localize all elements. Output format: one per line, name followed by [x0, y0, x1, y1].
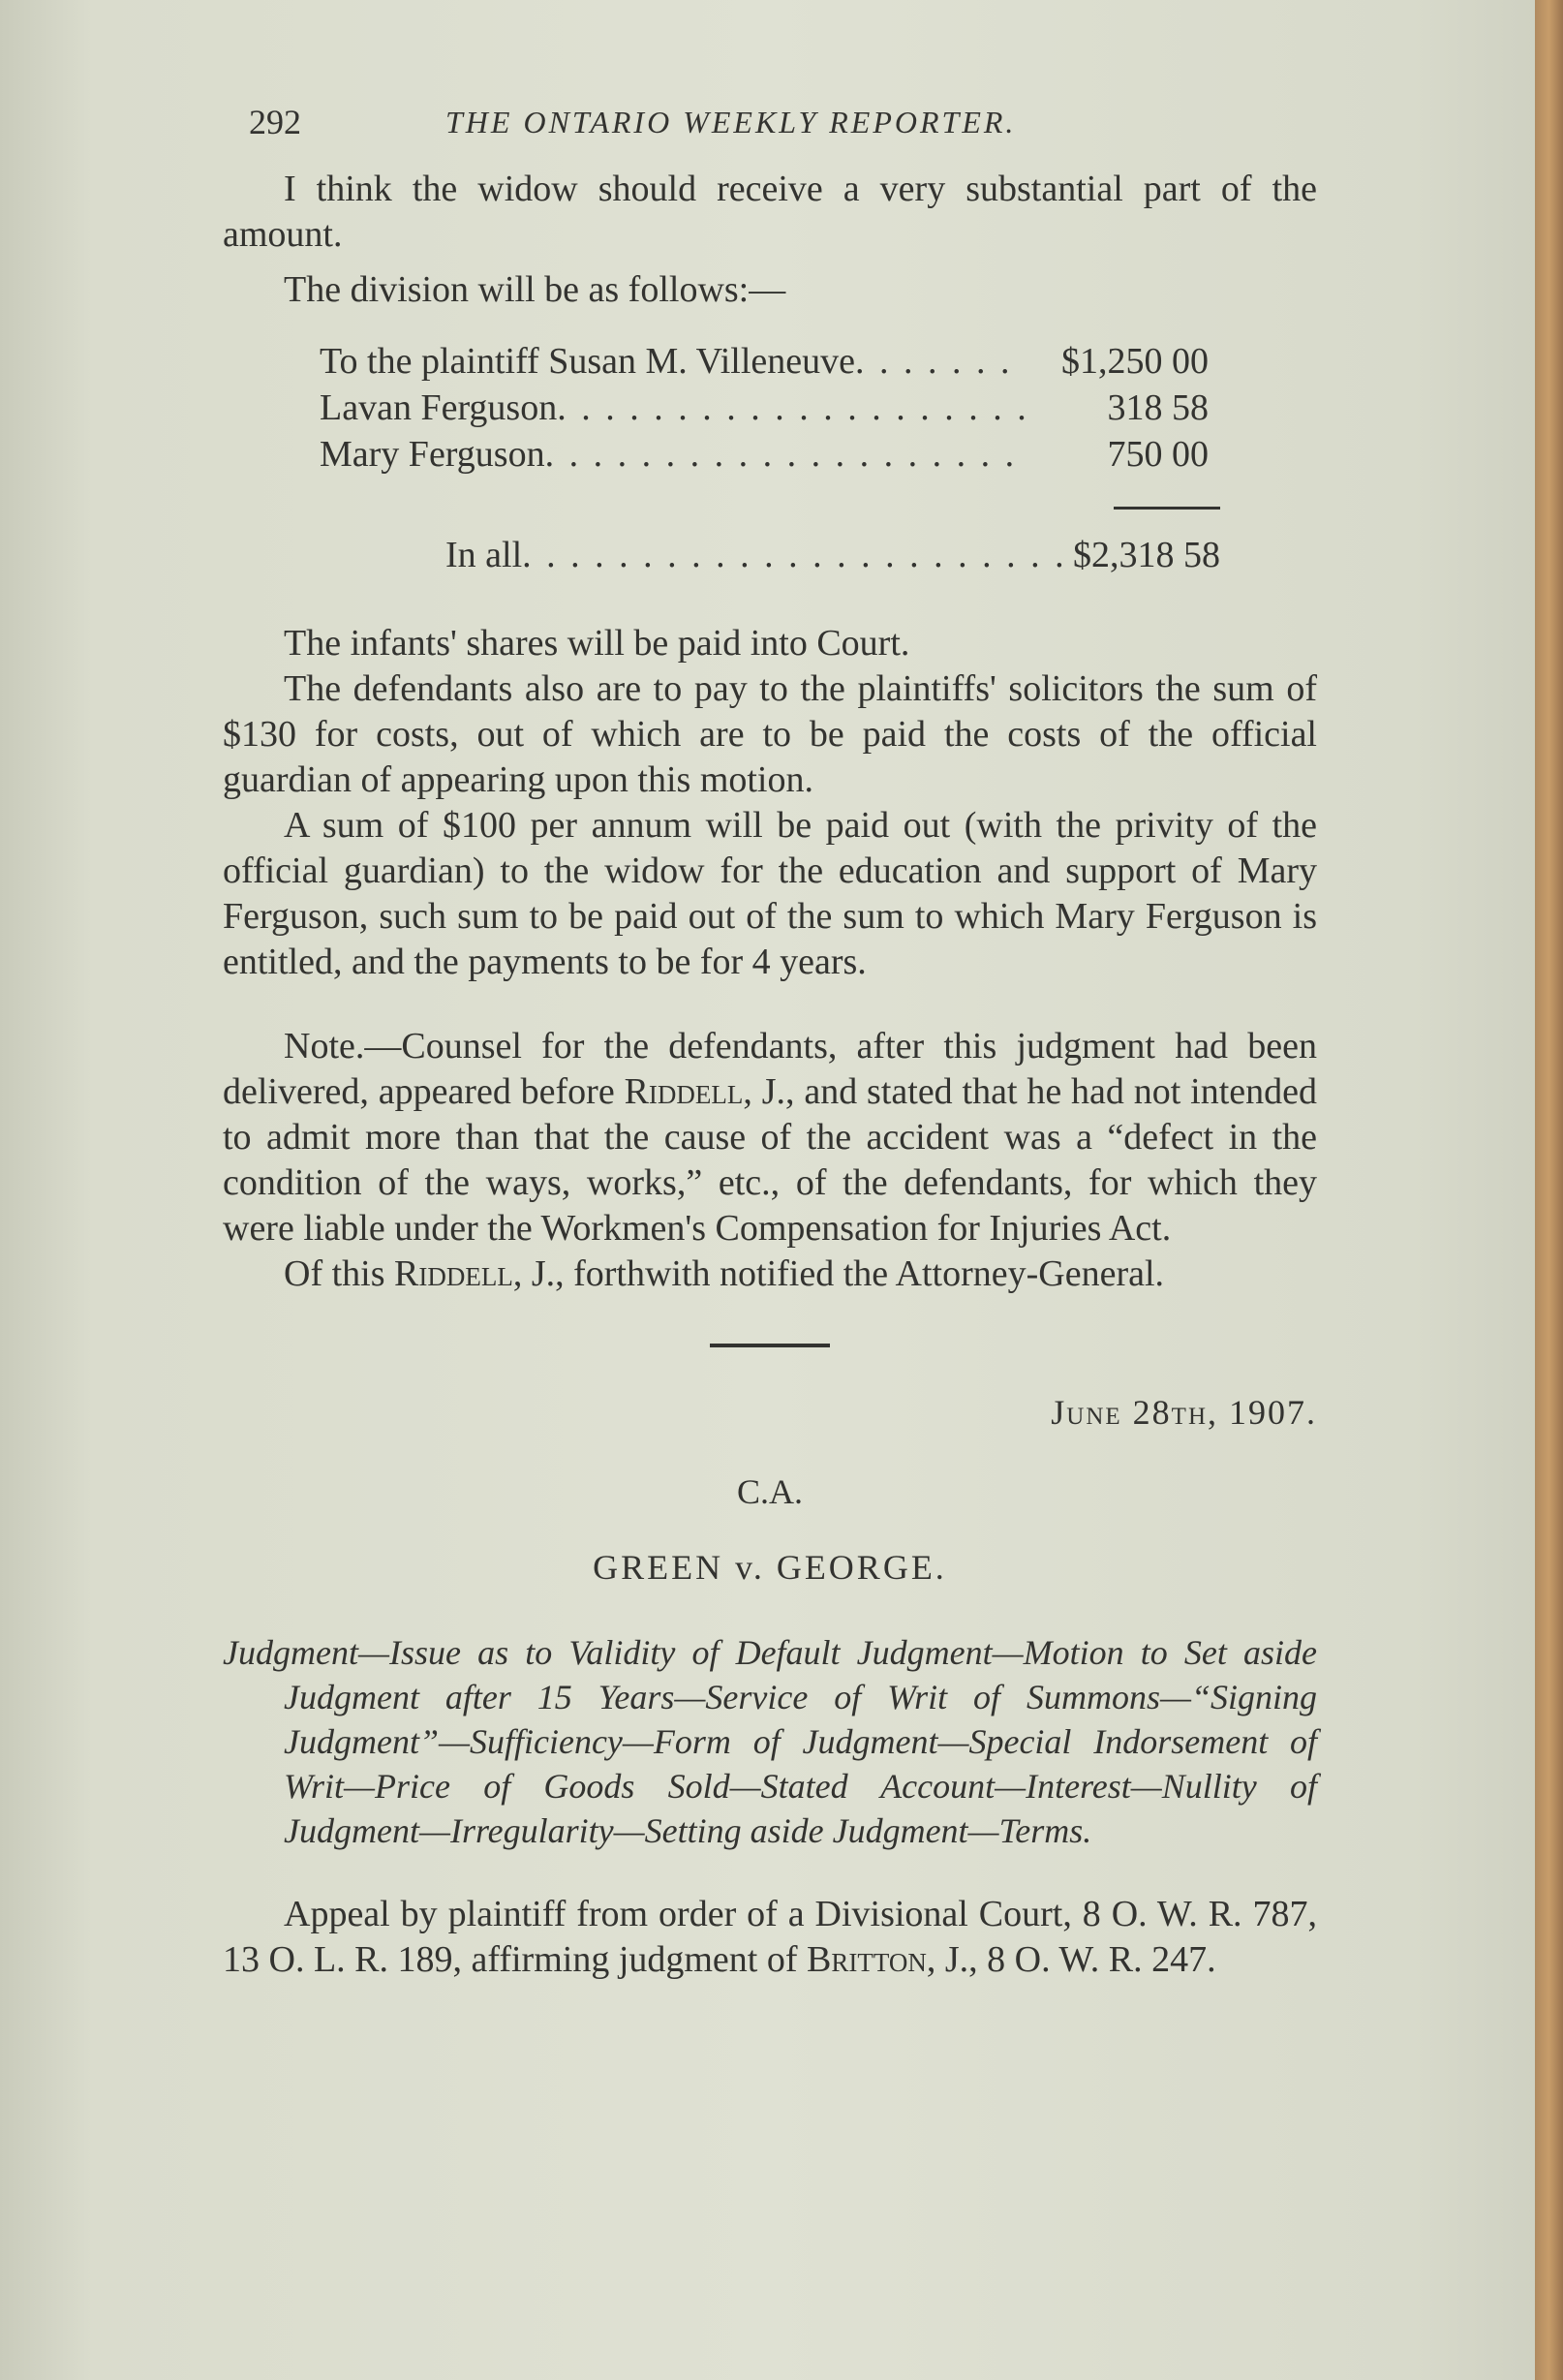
running-head: [223, 87, 1317, 145]
leader-dots: [522, 534, 1073, 580]
infants-shares-paragraph: The infants' shares will be paid into Court.: [284, 623, 910, 664]
total-row: [445, 534, 1220, 580]
page-number: 292: [249, 103, 301, 141]
payee-name: To the plaintiff Susan M. Villeneuve: [320, 341, 856, 382]
sum-rule: [1114, 507, 1220, 510]
notification-paragraph: [223, 1252, 1317, 1297]
note-text: , J., and stated that he had not intended to admit more than that the cause of the accident was a “defect in the condition of the ways, works,” etc., of the defendants, for which they were liable under the Workmen's Compensation for Injuries Act.: [223, 1071, 1318, 1249]
payee-amount: $1,250 00: [1061, 341, 1209, 382]
table-row: [320, 433, 1209, 479]
judge-name: Riddell: [394, 1253, 513, 1294]
case-title: GREEN v. GEORGE.: [593, 1548, 947, 1587]
payee-amount: 750 00: [1107, 434, 1209, 475]
section-divider: [710, 1344, 830, 1347]
appeal-paragraph: [223, 1892, 1317, 1983]
annuity-paragraph: A sum of $100 per annum will be paid out (with the privity of the official guardian) to the widow for the education and support of Mary Ferguson, such sum to be paid out of the sum to which Mary Ferguson is entitled, and the payments to be for 4 years.: [223, 805, 1317, 982]
widow-share-paragraph: I think the widow should receive a very substantial part of the amount.: [223, 169, 1317, 255]
leader-dots: [557, 386, 1025, 433]
payee-amount: 318 58: [1107, 387, 1209, 428]
table-row: [320, 386, 1209, 433]
division-intro: The division will be as follows:—: [284, 269, 786, 310]
payee-name: Mary Ferguson: [320, 434, 545, 475]
journal-title: THE ONTARIO WEEKLY REPORTER.: [445, 105, 1017, 139]
note-text: Of this: [284, 1253, 385, 1294]
case-date: June 28th, 1907.: [1051, 1393, 1317, 1432]
headnote: Judgment—Issue as to Validity of Default Judgment—Motion to Set aside Judgment after 15 Years—Service of Writ of Summons—“Signing Judgment”—Sufficiency—Form of Judgment—Special Indorsement of Writ—Price of Goods Sold—Stated Account—Interest—Nullity of Judgment—Irregularity—Setting aside Judgment—Terms.: [223, 1633, 1317, 1850]
total-amount: $2,318 58: [1073, 535, 1220, 575]
leader-dots: [855, 340, 1025, 386]
note-text: Note.—Counsel for the defendants, after this judgment had been delivered, appeared before: [223, 1026, 1317, 1112]
note-paragraph: [223, 1024, 1317, 1252]
judge-name: Riddell: [624, 1071, 744, 1112]
leader-dots: [545, 433, 1025, 479]
court-label: C.A.: [736, 1472, 803, 1511]
page-content: [223, 87, 1317, 1983]
note-text: , J., forthwith notified the Attorney-General.: [512, 1253, 1165, 1294]
total-label: In all: [445, 535, 523, 575]
division-table: [223, 340, 1317, 600]
book-spine-edge: [1535, 0, 1563, 2380]
costs-paragraph: The defendants also are to pay to the plaintiffs' solicitors the sum of $130 for costs, out of which are to be paid the costs of the official guardian of appearing upon this motion.: [223, 668, 1317, 800]
payee-name: Lavan Ferguson: [320, 387, 558, 428]
judge-name: Britton: [807, 1939, 927, 1980]
appeal-text: , J., 8 O. W. R. 247.: [926, 1939, 1216, 1980]
appeal-text: Appeal by plaintiff from order of a Divisional Court, 8 O. W. R. 787, 13 O. L. R. 189, affirming judgment of: [223, 1894, 1317, 1980]
table-row: [320, 340, 1209, 386]
